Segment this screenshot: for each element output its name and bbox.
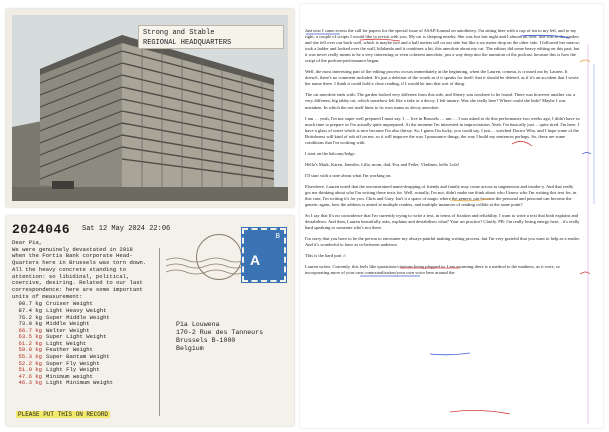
paragraph: This is the hard part :/: <box>305 253 347 259</box>
message-line: Quarters here in Brussels was torn down. <box>12 260 147 267</box>
paragraph: Well, the most interesting part of the editing process occurs immediately at the beginning, when the Lauren, comma, is crossed out by Lauren. It doesn't, there's no comment included. It's just a deletion of the words as if it speaks for itself: that it should be deleted, as if it's an accident that I wrote her name there. I think it could hold a close reading, if I would be into that sort of thing. <box>305 69 579 87</box>
paragraph: The cat anecdote ends with: The garden looked very different from this side, and Sherry was nowhere to be found. There was however another cat, a very different, big tabby cat, which somehow felt like a fake or a decoy. I felt unsure. Was she really here? Where could she hide? Maybe I was mistaken. In which the not itself hints to its own status as decoy anecdote. <box>305 92 576 110</box>
postmark-wave-lines <box>166 256 246 278</box>
paragraph: I'll start with a note about what I'm working on. <box>305 172 392 178</box>
unit-label: Feather Weight <box>46 346 93 354</box>
unit-value: 73.0 kg <box>18 320 42 328</box>
unit-label: Cruiser Weight <box>46 300 93 308</box>
unit-label: Middle Weight <box>46 320 90 328</box>
recipient-address <box>176 321 263 353</box>
caption-line-1: Strong and Stable <box>143 29 215 37</box>
paragraph: I start on the balcony/ledge. <box>305 150 356 156</box>
postcard-message <box>12 240 158 387</box>
unit-label: Light Heavy Weight <box>46 306 107 314</box>
message-line: We were genuinely devastated in 2018 <box>12 246 133 253</box>
paragraph: I'm sorry that you have to be the person to encounter my always painful making writing process, but I'm very grateful that you want to help as a reader. And it's wonderful to have as to-between audience. <box>305 236 580 248</box>
postcard-back <box>6 216 294 426</box>
address-line: Belgium <box>176 345 204 352</box>
weight-units-list <box>12 301 158 387</box>
unit-value: 76.2 kg <box>18 313 42 321</box>
unit-label: Minimum weight <box>46 372 93 380</box>
unit-row <box>12 380 158 387</box>
stamp-letter: A <box>250 252 261 268</box>
address-line: Brussels B-1000 <box>176 337 236 344</box>
address-line: Pia Louwena <box>176 321 220 328</box>
unit-label: Super Light Weight <box>46 333 107 341</box>
caption-line-2: REGIONAL HEADQUARTERS <box>143 39 232 47</box>
unit-value: 59.0 kg <box>18 346 42 354</box>
unit-value: 61.2 kg <box>18 339 42 347</box>
postcard-divider <box>159 248 160 416</box>
paragraph: Lauren writes: Currently, this feels like quotations/citations being plopped in. I am assuming there is a method to the madness, as it were, so incorporating more of your own contextualisation/your own voice here around the <box>305 264 560 276</box>
unit-value: 47.6 kg <box>18 372 42 380</box>
unit-value: 90.7 kg <box>18 300 42 308</box>
postcard-front <box>6 9 294 207</box>
unit-label: Super Bantam Weight <box>46 353 110 361</box>
message-line: correspondence: here are some important <box>12 286 143 293</box>
annotated-manuscript <box>300 4 603 428</box>
postage-stamp <box>242 228 286 282</box>
postcard-date: Sat 12 May 2024 22:06 <box>82 225 171 233</box>
unit-value: 63.5 kg <box>18 333 42 341</box>
message-line: All the heavy concrete standing to <box>12 266 127 273</box>
message-line: Dear Pia, <box>12 240 43 246</box>
stamp-corner-mark: B <box>275 233 280 240</box>
paragraph: Hello's Mark, Karen, Jennifer, Lilla, mom, dad, Eva and Feike, Vladimir, hello Lola! <box>305 161 460 167</box>
paragraph: Just now I came across the call for papers for the special issue of ASAP/Journal on autotheory. I'm sitting here with a cup of tea to my left, and to my right, a couple of scripts I would like to revisit with you. My cat is sleeping nearby. She was lost last night and I almost all over. She was in the garden and she fell over our back wall, which is maybe two and a half meters tall on our side but like a six meter drop on the other side. I followed her miaow; took a ladder and looked over the wall, hilalanda and it combines a bit, this anecdote about my cat. The editors did some heavy editing on this part, but it was never really meant to be a very interesting or even coherent anecdote, just a way deep into the narration of the podcast, because this is how the script of the podcast-performance began. <box>305 28 581 64</box>
message-line: when the Fortis Bank corporate Head- <box>12 253 133 260</box>
unit-label: Super Fly Weight <box>46 359 100 367</box>
unit-value: 55.3 kg <box>18 353 42 361</box>
unit-value: 51.0 kg <box>18 366 42 374</box>
highlighted-note: PLEASE PUT THIS ON RECORD <box>18 411 109 418</box>
unit-label: Light Fly Weight <box>46 366 100 374</box>
unit-value: 46.3 kg <box>18 379 42 387</box>
unit-label: Light Minimum Weight <box>46 379 114 387</box>
unit-value: 87.4 kg <box>18 306 42 314</box>
unit-value: 52.2 kg <box>18 359 42 367</box>
message-line: attention: so libidinal, political, <box>12 273 130 280</box>
postcard-serial: 2024046 <box>12 222 71 237</box>
paragraph: I am … yeah, I'm not super well prepared I must say. I … live in Brussels … um … I was asked to do this performance two weeks ago, I didn't have so much time to prepare so I'm actually quite unprepared. At the moment I'm interested in improvisation. Yeah. I'm basically just… quite tired. I'm here, I have a glass of water which is nice because I'm also thirsty. So, I guess I'm lucky, you could say. I just… watched Doctor Who, and I hope some of the Britishness will kind of rub off on me, so it will improve the way I pronounce things, the way I build my sentences perhaps. So, these are some conditions that I'm working with. <box>305 115 580 145</box>
caption-label <box>138 25 284 49</box>
message-line: coercive, desiring. Related to our last <box>12 280 143 287</box>
address-line: 170-2 Rue des Tanneurs <box>176 329 264 336</box>
paragraph: Elsewhere, Lauren noted that the unconstrained name-dropping of friends and family may come across as ungenerous and insider-y. And that really got me thinking about who I'm writing these texts for. Well, actually, I'm not, didn't make me think about who I know who I'm writing this text for, in this case, I'm writing it's for you. Chris and Gary. Isn't it a space of magic where the generic can become the personal and personal can become the generic again, how the address is aimed at multiple readers, and multiple instances of reading collide at the same point? <box>305 183 577 208</box>
unit-value: 66.7 kg <box>18 326 42 334</box>
paragraph: So I say that It's no coincidence that I'm currently trying to write a text, in terms of fixation and reliability. I want to write a text that both explains and destabilises. And then, Lauren beautifully asks, explains and destabilises what? Your art practice? Clarify. PB: I'm really losing energy here... it's really hard speaking to someone who's not there. <box>305 213 580 231</box>
unit-label: Super Middle Weight <box>46 313 110 321</box>
unit-label: Light Weight <box>46 339 87 347</box>
unit-label: Welter Weight <box>46 326 90 334</box>
manuscript-body <box>305 28 580 282</box>
message-line: units of measurement: <box>12 293 83 300</box>
